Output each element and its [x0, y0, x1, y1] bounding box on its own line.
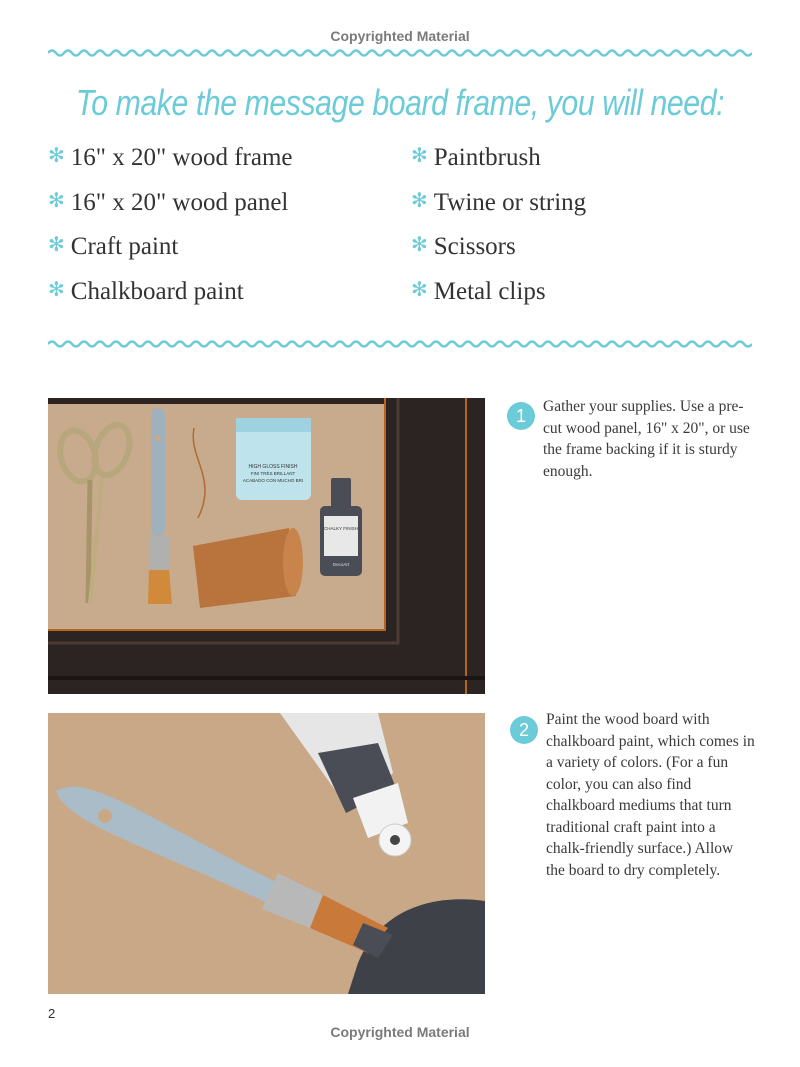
list-item: ✻ 16" x 20" wood frame [48, 143, 293, 171]
list-item: ✻ Chalkboard paint [48, 276, 244, 305]
asterisk-icon: ✻ [48, 232, 65, 256]
svg-text:HIGH GLOSS FINISH: HIGH GLOSS FINISH [248, 464, 298, 470]
wave-divider-top [48, 46, 752, 60]
list-item: ✻ Metal clips [411, 276, 546, 305]
asterisk-icon: ✻ [411, 187, 428, 212]
copyright-header: Copyrighted Material [330, 28, 470, 44]
asterisk-icon: ✻ [48, 187, 65, 212]
list-item: ✻ 16" x 20" wood panel [48, 187, 289, 216]
svg-text:CHALKY FINISH: CHALKY FINISH [324, 526, 358, 531]
supply-list-left [48, 143, 293, 321]
list-item: ✻ Paintbrush [411, 143, 541, 171]
copyright-footer: Copyrighted Material [330, 1024, 470, 1040]
svg-text:FINI TRÈS BRILLANT: FINI TRÈS BRILLANT [250, 471, 296, 476]
step-1-text: Gather your supplies. Use a pre-cut wood panel, 16" x 20", or use the frame backing if it is sturdy enough. [543, 398, 750, 480]
supplies-photo [48, 398, 485, 694]
asterisk-icon: ✻ [48, 276, 65, 301]
asterisk-icon: ✻ [411, 143, 428, 167]
list-item: ✻ Scissors [411, 232, 516, 260]
asterisk-icon: ✻ [411, 232, 428, 256]
list-item: ✻ Twine or string [411, 187, 587, 216]
list-item: ✻ Craft paint [48, 232, 179, 260]
painting-photo [48, 713, 485, 994]
asterisk-icon: ✻ [48, 143, 65, 167]
page-number: 2 [48, 1006, 56, 1021]
svg-text:ACABADO CON MUCHO BRI: ACABADO CON MUCHO BRI [242, 478, 304, 483]
wave-divider-bottom [48, 337, 752, 351]
step-number-badge: 2 [510, 716, 538, 744]
step-2-text: Paint the wood board with chalkboard paint, which comes in a variety of colors. (For a fun color, you can also find chalkboard mediums that turn traditional craft paint into a chalk-friendly surface.) Allow the board to dry completely. [546, 711, 755, 879]
section-title: To make the message board frame, you will need: [75, 82, 725, 123]
asterisk-icon: ✻ [411, 276, 428, 301]
supply-list-right [411, 143, 586, 321]
svg-text:DecoArt: DecoArt [332, 562, 350, 567]
paint-jar [236, 418, 311, 500]
step-number-badge: 1 [507, 402, 535, 430]
